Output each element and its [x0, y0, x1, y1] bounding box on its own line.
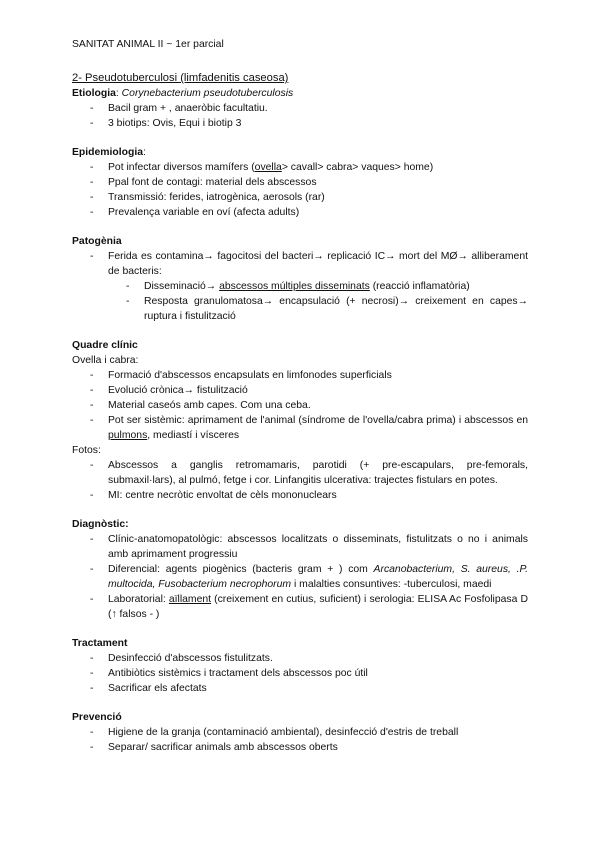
etiologia-value: Corynebacterium pseudotuberculosis [121, 88, 294, 99]
prevencio-list [72, 725, 528, 755]
patogenia-heading: Patogènia [72, 236, 122, 247]
list-item: - Desinfecció d'abscessos fistulitzats. [72, 651, 528, 666]
sublist-item: - Resposta granulomatosa→ encapsulació (+ necrosi)→ creixement en capes→ ruptura i fistulització [72, 294, 528, 324]
etiologia-label: Etiologia [72, 88, 116, 99]
text-fragment: Diferencial: agents piogènics (bacteris gram + ) com [108, 564, 374, 575]
text-italic: Arcanobacterium, S. aureus, .P. multocida, Fusobacterium necrophorum [108, 564, 528, 590]
list-item: - 3 biotips: Ovis, Equi i biotip 3 [72, 116, 528, 131]
list-item [72, 592, 528, 622]
diagnostic-heading: Diagnòstic: [72, 519, 129, 530]
etiologia-list [72, 101, 528, 131]
list-item [72, 562, 528, 592]
epidemiologia-colon: : [143, 147, 146, 158]
list-item: - Material caseós amb capes. Com una ceba. [72, 398, 528, 413]
quadre-list-a [72, 368, 528, 443]
tractament-heading: Tractament [72, 638, 128, 649]
list-item: - MI: centre necròtic envoltat de cèls mononuclears [72, 488, 528, 503]
epidemiologia-heading [72, 145, 528, 160]
quadre-subheading-ovella: Ovella i cabra: [72, 355, 139, 366]
list-item: - Abscessos a ganglis retromamaris, parotidi (+ pre-escapulars, pre-femorals, submaxil·lars), al pulmó, fetge i cor. Linfangitis ulcerativa: trajectes fistulars en potes. [72, 458, 528, 488]
list-item: - Transmissió: ferides, iatrogènica, aerosols (rar) [72, 190, 528, 205]
list-item: - Formació d'abscessos encapsulats en limfonodes superficials [72, 368, 528, 383]
list-item: - Ferida es contamina→ fagocitosi del bacteri→ replicació IC→ mort del MØ→ alliberament de bacteris: [72, 249, 528, 279]
epidemiologia-list [72, 160, 528, 220]
text-fragment: Pot infectar diversos mamífers ( [108, 162, 255, 173]
text-fragment: Disseminació→ [144, 281, 220, 292]
list-item: - Clínic-anatomopatològic: abscessos localitzats o disseminats, fistulitzats o no i animals amb aprimament progressiu [72, 532, 528, 562]
text-fragment: Pot ser sistèmic: aprimament de l'animal (síndrome de l'ovella/cabra prima) i abscessos en [108, 415, 528, 426]
section-title: 2- Pseudotuberculosi (limfadenitis caseosa) [72, 72, 289, 84]
text-fragment: (creixement en cutius, suficient) i serologia: ELISA Ac Fosfolipasa D (↑ falsos - ) [108, 594, 528, 620]
text-underlined: pulmons [108, 430, 148, 441]
text-underlined: ovella [254, 162, 282, 173]
patogenia-sublist [72, 279, 528, 324]
etiologia-line [72, 86, 528, 101]
sublist-item [72, 279, 528, 294]
page-header: SANITAT ANIMAL II ~ 1er parcial [72, 39, 224, 50]
diagnostic-list [72, 532, 528, 622]
text-fragment: (reacció inflamatòria) [369, 281, 470, 292]
list-item: - Evolució crònica→ fistulització [72, 383, 528, 398]
list-item [72, 160, 528, 175]
list-item: - Antibiòtics sistèmics i tractament dels abscessos poc útil [72, 666, 528, 681]
list-item: - Bacil gram + , anaeròbic facultatiu. [72, 101, 528, 116]
text-fragment: > cavall> cabra> vaques> home) [281, 162, 434, 173]
tractament-list [72, 651, 528, 696]
text-fragment: Laboratorial: [108, 594, 169, 605]
text-fragment: i malalties consuntives: -tuberculosi, maedi [291, 579, 492, 590]
text-fragment: , mediastí i vísceres [147, 430, 240, 441]
list-item: - Sacrificar els afectats [72, 681, 528, 696]
patogenia-list [72, 249, 528, 279]
prevencio-heading: Prevenció [72, 712, 122, 723]
text-underlined: aïllament [168, 594, 212, 605]
list-item: - Ppal font de contagi: material dels abscessos [72, 175, 528, 190]
quadre-subheading-fotos: Fotos: [72, 445, 101, 456]
list-item: - Separar/ sacrificar animals amb abscessos oberts [72, 740, 528, 755]
list-item: - Prevalença variable en oví (afecta adults) [72, 205, 528, 220]
quadre-list-b [72, 458, 528, 503]
list-item: - Higiene de la granja (contaminació ambiental), desinfecció d'estris de treball [72, 725, 528, 740]
list-item [72, 413, 528, 443]
epidemiologia-label: Epidemiologia [72, 147, 144, 158]
text-underlined: abscessos múltiples disseminats [219, 281, 370, 292]
document-body [72, 71, 528, 755]
etiologia-sep: : [115, 88, 122, 99]
quadre-heading: Quadre clínic [72, 340, 138, 351]
